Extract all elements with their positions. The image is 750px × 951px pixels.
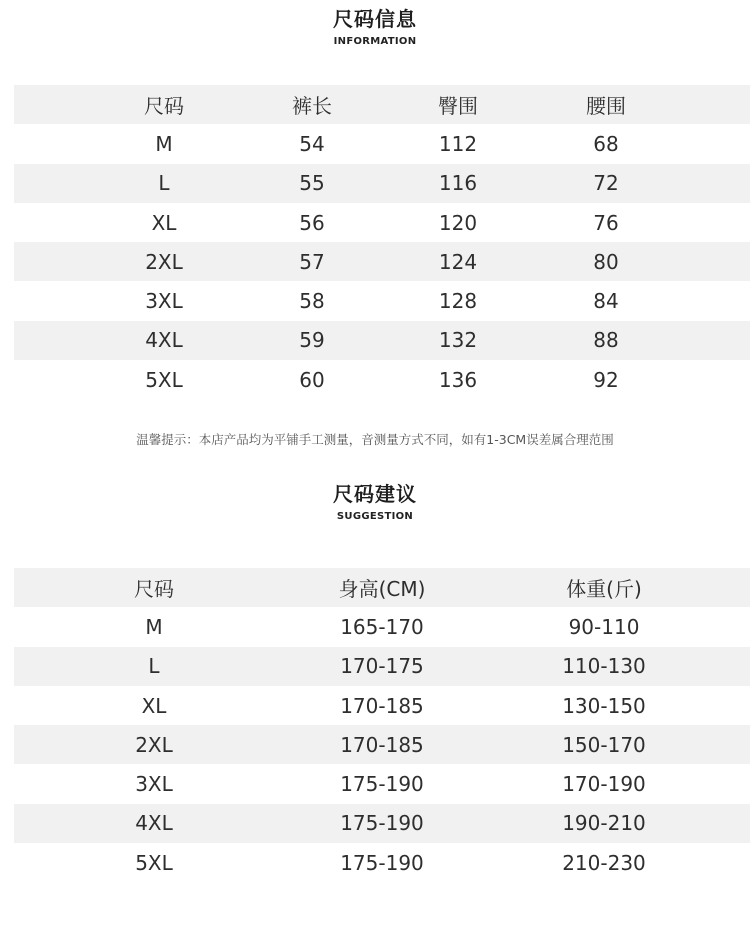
info-subtitle: INFORMATION: [333, 36, 417, 47]
table-cell: 58: [299, 289, 325, 314]
table-cell: 4XL: [135, 811, 173, 836]
table-cell: 136: [438, 367, 478, 392]
size-info-table: [14, 85, 750, 399]
table-cell: 170-185: [340, 693, 424, 718]
table-row: [14, 725, 750, 764]
table-row: [14, 843, 750, 882]
table-row: [14, 164, 750, 203]
table-row: [14, 124, 750, 163]
measurement-note: 温馨提示：本店产品均为平铺手工测量，音测量方式不同，如有1-3CM误差属合理范围: [136, 432, 614, 447]
table-cell: 170-190: [562, 772, 646, 797]
table-cell: 5XL: [135, 850, 173, 875]
table-cell: 72: [593, 171, 619, 196]
header-cell: 臀围: [438, 94, 478, 119]
table-cell: 88: [593, 328, 619, 353]
table-cell: XL: [141, 693, 167, 718]
table-cell: 190-210: [562, 811, 646, 836]
table-cell: 84: [593, 289, 619, 314]
table-cell: XL: [151, 210, 177, 235]
table-cell: 59: [299, 328, 325, 353]
table-cell: 90-110: [568, 614, 640, 639]
header-cell: 尺码: [134, 577, 174, 602]
table-row: [14, 321, 750, 360]
table-header-row: [14, 568, 750, 607]
table-cell: 165-170: [340, 614, 424, 639]
table-cell: 175-190: [340, 850, 424, 875]
table-cell: 128: [438, 289, 478, 314]
table-header-row: [14, 85, 750, 124]
table-cell: L: [148, 654, 160, 679]
size-suggestion-table: [14, 568, 750, 882]
table-cell: 170-185: [340, 732, 424, 757]
table-cell: 120: [438, 210, 478, 235]
table-cell: 3XL: [135, 772, 173, 797]
table-cell: M: [145, 614, 163, 639]
table-row: [14, 764, 750, 803]
table-cell: 3XL: [145, 289, 183, 314]
table-row: [14, 607, 750, 646]
table-row: [14, 203, 750, 242]
info-heading: [0, 7, 750, 49]
table-row: [14, 804, 750, 843]
table-cell: 124: [438, 249, 478, 274]
table-cell: 150-170: [562, 732, 646, 757]
table-cell: 116: [438, 171, 478, 196]
table-row: [14, 686, 750, 725]
table-cell: 55: [299, 171, 325, 196]
table-cell: 2XL: [145, 249, 183, 274]
header-cell: 体重(斤): [566, 577, 642, 602]
info-title: 尺码信息: [333, 7, 417, 31]
suggestion-title: 尺码建议: [333, 482, 417, 506]
table-cell: 54: [299, 131, 325, 156]
table-cell: 110-130: [562, 654, 646, 679]
table-cell: L: [158, 171, 170, 196]
table-cell: 92: [593, 367, 619, 392]
table-cell: 57: [299, 249, 325, 274]
suggestion-heading: [0, 482, 750, 524]
table-cell: 132: [438, 328, 478, 353]
header-cell: 腰围: [586, 94, 626, 119]
header-cell: 裤长: [292, 94, 332, 119]
table-cell: 5XL: [145, 367, 183, 392]
header-cell: 尺码: [144, 94, 184, 119]
table-cell: 170-175: [340, 654, 424, 679]
table-row: [14, 647, 750, 686]
table-cell: 76: [593, 210, 619, 235]
table-cell: 112: [438, 131, 478, 156]
table-cell: 175-190: [340, 811, 424, 836]
table-cell: 80: [593, 249, 619, 274]
header-cell: 身高(CM): [338, 577, 426, 602]
table-cell: 2XL: [135, 732, 173, 757]
table-cell: 4XL: [145, 328, 183, 353]
table-row: [14, 242, 750, 281]
table-cell: 130-150: [562, 693, 646, 718]
table-cell: 56: [299, 210, 325, 235]
table-cell: 175-190: [340, 772, 424, 797]
table-row: [14, 281, 750, 320]
table-cell: M: [155, 131, 173, 156]
table-row: [14, 360, 750, 399]
table-cell: 210-230: [562, 850, 646, 875]
suggestion-subtitle: SUGGESTION: [336, 511, 414, 522]
table-cell: 60: [299, 367, 325, 392]
table-cell: 68: [593, 131, 619, 156]
